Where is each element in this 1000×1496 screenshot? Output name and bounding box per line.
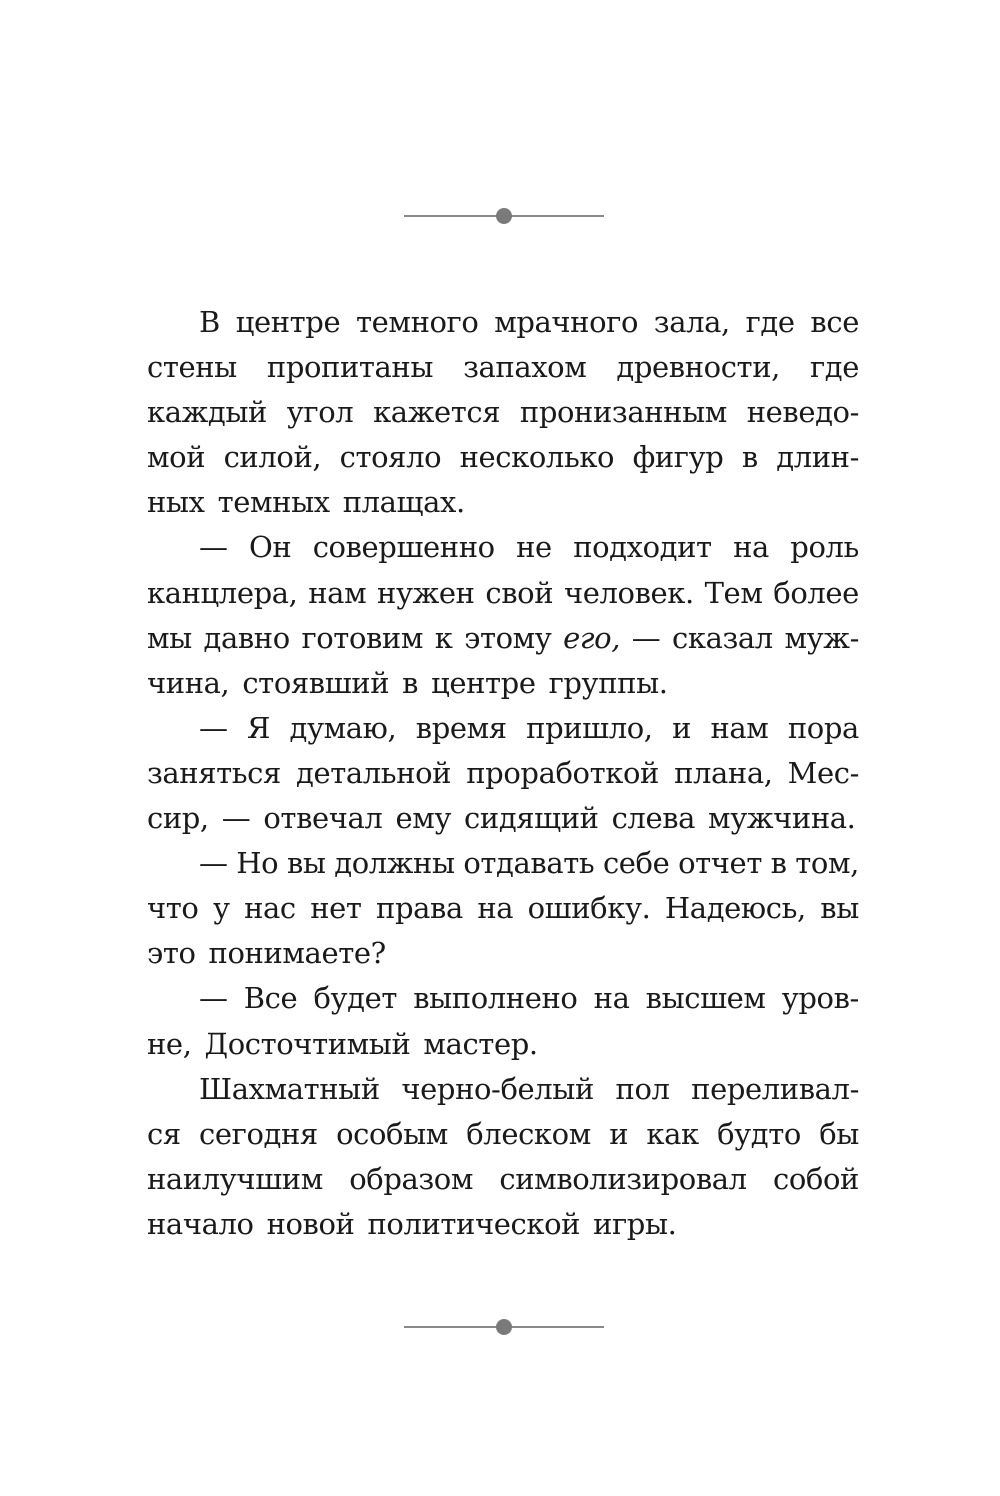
word: Мес- [787,755,859,790]
word: плащах. [342,485,465,520]
text-line [147,300,859,345]
word: группы. [548,665,668,700]
word: думаю, [289,710,397,745]
word: — [199,846,228,881]
word: стоявший [242,665,390,700]
word: заняться [147,755,281,790]
word: нам [308,575,367,610]
text-line [147,751,859,796]
word: фигур [632,440,724,475]
word: проработкой [466,755,659,790]
text-line [147,1022,859,1067]
word: давно [203,620,290,655]
word: мой [147,440,206,475]
text-line [147,706,859,751]
word: силой, [223,440,322,475]
word: муж- [784,620,859,655]
text-line [147,661,859,706]
word: наилучшим [147,1161,323,1196]
word: несколько [459,440,615,475]
word: запахом [463,350,587,385]
word: политической [367,1206,581,1241]
word: чина, [147,665,230,700]
word: черно-белый [401,1071,594,1106]
text-line [147,480,859,525]
text-line [147,1112,859,1157]
word: мы [147,620,192,655]
word: на [593,981,630,1016]
word: — [199,710,228,745]
word: древности, [616,350,780,385]
word: канцлера, [147,575,298,610]
divider-dot-ornament [496,1319,512,1335]
word: нужен [377,575,475,610]
word: как [646,1116,699,1151]
word: пронизанным [519,395,727,430]
word: — [199,981,228,1016]
word: плана, [674,755,773,790]
word: у [212,891,230,926]
word: отдавать [463,846,595,881]
word: стояло [339,440,442,475]
word: себе [602,846,670,881]
word: отвечал [263,801,383,836]
word: в [402,665,419,700]
word: не, [147,1026,192,1061]
word: все [810,305,859,339]
word: угол [286,395,354,430]
word: стены [147,350,237,385]
word: на [733,530,769,565]
word: права [376,891,463,926]
word: что [147,891,199,926]
word: каждый [147,395,267,430]
word: ся [147,1116,181,1151]
word: нам [710,710,769,745]
word: и [609,1116,629,1151]
word: начало [147,1206,254,1241]
word: пришло, [526,710,653,745]
word: — [221,801,251,836]
word: длин- [776,440,859,475]
word: детальной [296,755,452,790]
word: Я [247,710,271,745]
word: игры. [593,1206,677,1241]
word: в [741,440,758,475]
word: бы [819,1116,859,1151]
divider-dot-ornament [496,208,512,224]
word: совершенно [312,530,495,565]
word: Он [249,530,292,565]
word: сказал [672,620,773,655]
word: к [434,620,453,655]
word: Все [243,981,298,1016]
word: вы [820,891,859,926]
word: собой [773,1161,859,1196]
word: переливал- [691,1071,859,1106]
word: образом [349,1161,474,1196]
section-divider-top [404,206,604,226]
word: в [770,846,787,881]
text-line [147,931,859,976]
text-line [147,1202,859,1247]
word: слева [611,801,696,836]
word: Досточтимый [204,1026,411,1061]
word: пора [787,710,859,745]
word: новой [266,1206,355,1241]
word: ему [395,801,452,836]
word: где [745,305,795,339]
section-divider-bottom [404,1317,604,1337]
word: центре [235,305,341,339]
word: символизировал [499,1161,747,1196]
word: Надеюсь, [664,891,806,926]
word: темных [217,485,330,520]
word: темного [356,305,479,339]
word: человек. [563,575,694,610]
word: высшем [645,981,766,1016]
word: ошибку. [527,891,651,926]
word: пропитаны [266,350,434,385]
word: будет [313,981,398,1016]
word: этому [464,620,552,655]
word: готовим [301,620,424,655]
word: выполнено [413,981,578,1016]
word: мастер. [423,1026,538,1061]
word: не [516,530,552,565]
word: это [147,936,196,971]
word: Шахматный [199,1071,380,1106]
word: подходит [573,530,712,565]
word: нас [244,891,296,926]
text-line [147,886,859,931]
body-text [147,300,859,1247]
word: и [672,710,691,745]
text-line [147,841,859,886]
word: будто [717,1116,801,1151]
word: особым [336,1116,448,1151]
text-line [147,390,859,435]
word: центре [431,665,536,700]
word: сегодня [199,1116,318,1151]
word: должны [334,846,455,881]
text-line [147,976,859,1021]
text-line [147,435,859,480]
word: — [631,620,661,655]
word: понимаете? [208,936,386,971]
word: свой [485,575,554,610]
word: кажется [373,395,501,430]
text-line [147,616,859,661]
italic-word: его, [563,620,621,655]
text-line [147,1157,859,1202]
word: уров- [781,981,859,1016]
text-line [147,796,859,841]
word: В [199,305,220,339]
word: ных [147,485,205,520]
word: роль [790,530,859,565]
word: Но [236,846,279,881]
word: вы [286,846,326,881]
text-line [147,1067,859,1112]
word: более [773,575,859,610]
word: нет [310,891,362,926]
word: Тем [704,575,763,610]
word: мрачного [494,305,639,339]
word: пол [615,1071,670,1106]
word: том, [795,846,859,881]
text-line [147,571,859,616]
word: сир, [147,801,209,836]
word: время [415,710,507,745]
word: сидящий [464,801,599,836]
word: где [809,350,859,385]
word: на [477,891,514,926]
text-line [147,525,859,570]
word: блеском [466,1116,591,1151]
word: мужчина. [708,801,856,836]
word: отчет [678,846,762,881]
word: — [199,530,228,565]
word: неведо- [746,395,859,430]
word: зала, [653,305,730,339]
text-line [147,345,859,390]
